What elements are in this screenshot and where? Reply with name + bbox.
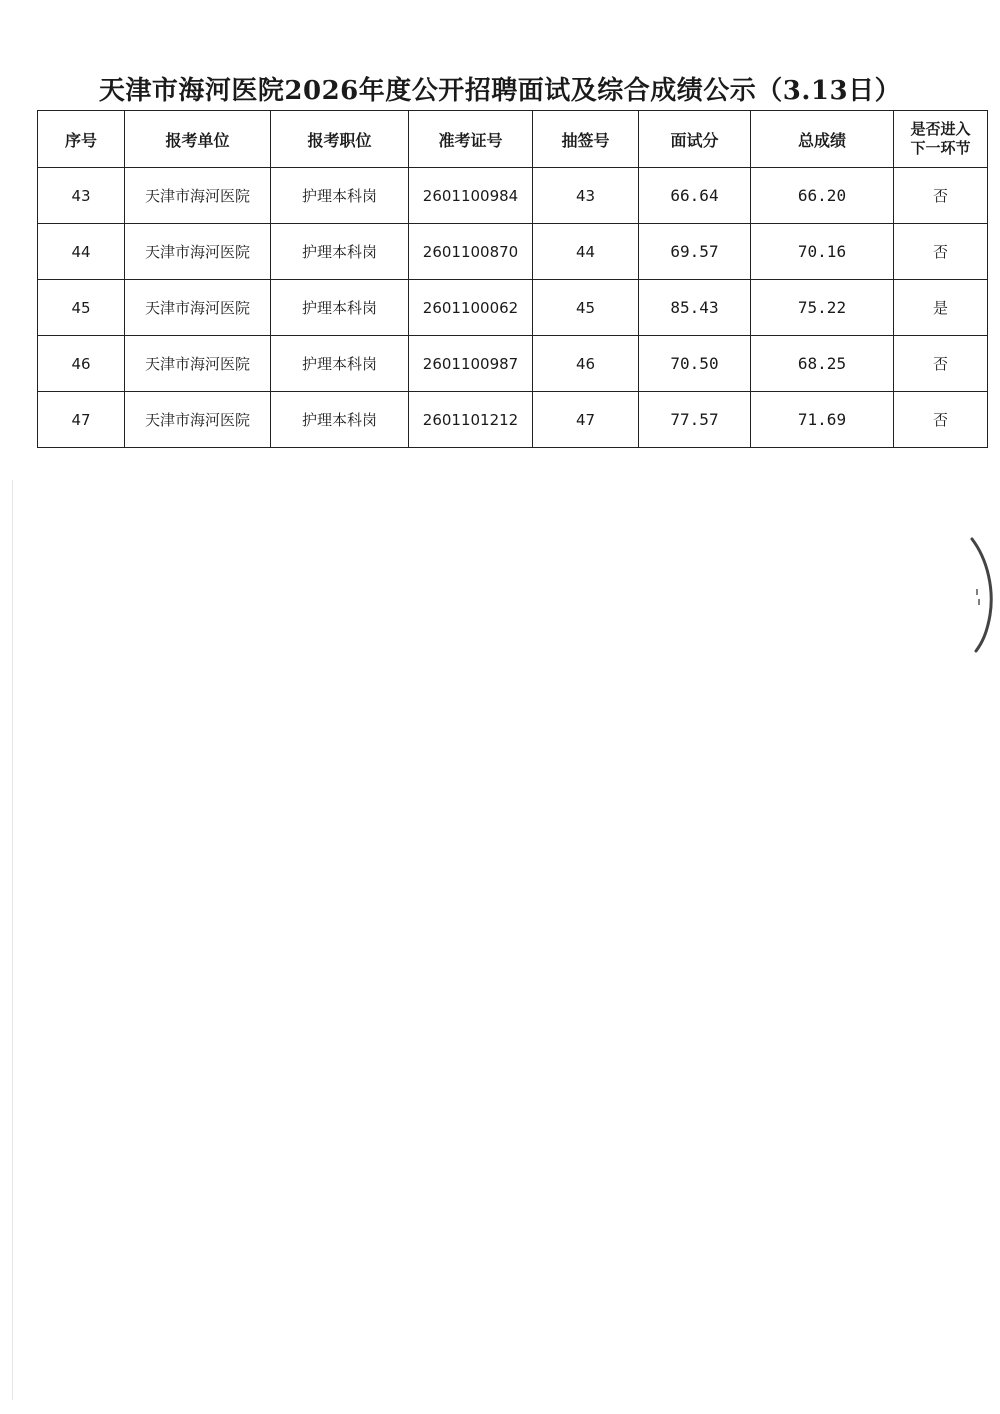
cell-total-score: 75.22 — [751, 280, 894, 336]
cell-draw-number: 46 — [533, 336, 639, 392]
cell-position: 护理本科岗 — [271, 392, 409, 448]
cell-serial: 46 — [38, 336, 125, 392]
cell-unit: 天津市海河医院 — [125, 168, 271, 224]
cell-serial: 43 — [38, 168, 125, 224]
page-title: 天津市海河医院2026年度公开招聘面试及综合成绩公示（3.13日） — [98, 76, 902, 106]
results-table — [37, 110, 988, 448]
scan-edge-line — [12, 480, 13, 1400]
cell-interview-score: 77.57 — [639, 392, 751, 448]
cell-next-stage: 否 — [894, 168, 988, 224]
cell-draw-number: 47 — [533, 392, 639, 448]
cell-unit: 天津市海河医院 — [125, 392, 271, 448]
cell-next-stage: 是 — [894, 280, 988, 336]
cell-draw-number: 45 — [533, 280, 639, 336]
cell-interview-score: 66.64 — [639, 168, 751, 224]
cell-serial: 45 — [38, 280, 125, 336]
cell-next-stage: 否 — [894, 224, 988, 280]
cell-total-score: 71.69 — [751, 392, 894, 448]
cell-total-score: 68.25 — [751, 336, 894, 392]
cell-position: 护理本科岗 — [271, 280, 409, 336]
header-admission-number: 准考证号 — [409, 111, 533, 168]
cell-draw-number: 43 — [533, 168, 639, 224]
cell-admission-number: 2601100987 — [409, 336, 533, 392]
header-total-score: 总成绩 — [751, 111, 894, 168]
cell-next-stage: 否 — [894, 336, 988, 392]
table-header-row — [38, 111, 988, 168]
header-interview-score: 面试分 — [639, 111, 751, 168]
cell-position: 护理本科岗 — [271, 224, 409, 280]
cell-next-stage: 否 — [894, 392, 988, 448]
cell-admission-number: 2601100870 — [409, 224, 533, 280]
cell-serial: 44 — [38, 224, 125, 280]
table-row — [38, 280, 988, 336]
cell-total-score: 66.20 — [751, 168, 894, 224]
scan-artifact-mark — [968, 535, 998, 655]
cell-total-score: 70.16 — [751, 224, 894, 280]
table-row — [38, 336, 988, 392]
header-next-stage — [894, 111, 988, 168]
cell-unit: 天津市海河医院 — [125, 224, 271, 280]
table-row — [38, 392, 988, 448]
header-next-stage-line2: 下一环节 — [910, 139, 971, 157]
cell-position: 护理本科岗 — [271, 168, 409, 224]
cell-unit: 天津市海河医院 — [125, 280, 271, 336]
cell-interview-score: 69.57 — [639, 224, 751, 280]
cell-interview-score: 85.43 — [639, 280, 751, 336]
table-row — [38, 224, 988, 280]
cell-interview-score: 70.50 — [639, 336, 751, 392]
cell-serial: 47 — [38, 392, 125, 448]
cell-admission-number: 2601101212 — [409, 392, 533, 448]
cell-draw-number: 44 — [533, 224, 639, 280]
table-row — [38, 168, 988, 224]
header-position: 报考职位 — [271, 111, 409, 168]
cell-admission-number: 2601100984 — [409, 168, 533, 224]
cell-admission-number: 2601100062 — [409, 280, 533, 336]
cell-unit: 天津市海河医院 — [125, 336, 271, 392]
header-serial: 序号 — [38, 111, 125, 168]
cell-position: 护理本科岗 — [271, 336, 409, 392]
header-unit: 报考单位 — [125, 111, 271, 168]
header-next-stage-line1: 是否进入 — [910, 120, 971, 138]
header-draw-number: 抽签号 — [533, 111, 639, 168]
table-body — [38, 168, 988, 448]
